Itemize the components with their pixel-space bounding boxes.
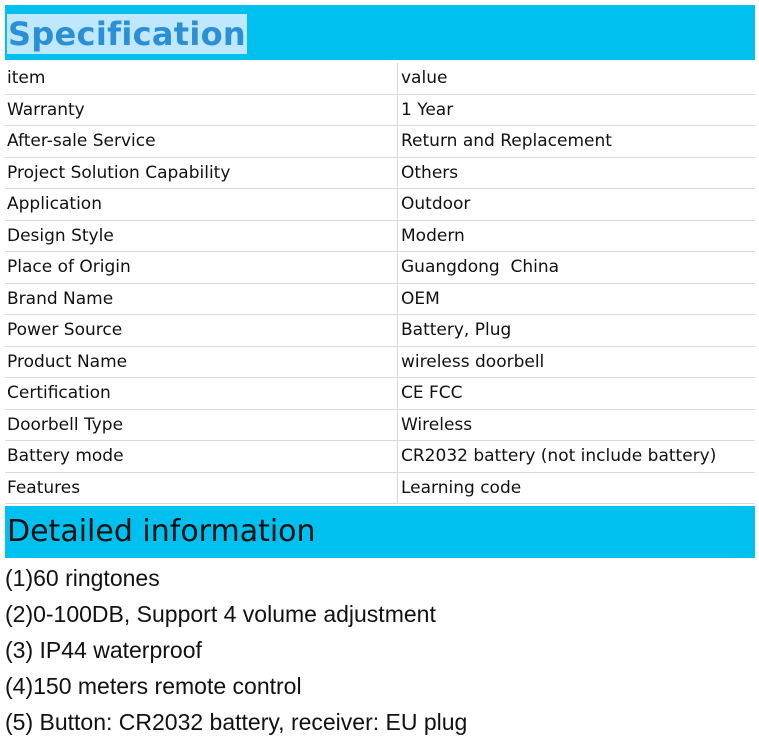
table-cell-value: Guangdong China [398,252,756,284]
table-cell-item: Place of Origin [5,252,398,284]
table-cell-item: item [5,63,398,94]
table-cell-value: wireless doorbell [398,346,756,378]
table-cell-value: Battery, Plug [398,315,756,347]
table-cell-item: Project Solution Capability [5,157,398,189]
table-cell-value: CR2032 battery (not include battery) [398,441,756,473]
table-cell-value: 1 Year [398,94,756,126]
table-row [5,126,755,158]
table-cell-item: After-sale Service [5,126,398,158]
table-cell-value: Return and Replacement [398,126,756,158]
table-cell-item: Certification [5,378,398,410]
table-row [5,409,755,441]
table-cell-value: Others [398,157,756,189]
table-row [5,220,755,252]
table-cell-value: Modern [398,220,756,252]
table-row [5,441,755,473]
list-item: (3) IP44 waterproof [5,637,202,663]
table-cell-item: Product Name [5,346,398,378]
table-cell-value: Wireless [398,409,756,441]
table-cell-item: Features [5,472,398,504]
specification-table [5,63,755,504]
table-row [5,189,755,221]
table-row [5,283,755,315]
table-cell-value: Learning code [398,472,756,504]
detailed-information-title: Detailed information [7,514,316,549]
table-row [5,346,755,378]
table-cell-value: OEM [398,283,756,315]
table-cell-item: Application [5,189,398,221]
table-cell-item: Battery mode [5,441,398,473]
table-cell-item: Power Source [5,315,398,347]
table-cell-item: Doorbell Type [5,409,398,441]
feature-list [5,561,467,741]
table-cell-value: value [398,63,756,94]
table-row [5,63,755,94]
list-item: (5) Button: CR2032 battery, receiver: EU plug [5,709,468,735]
table-cell-value: CE FCC [398,378,756,410]
list-item: (4)150 meters remote control [5,673,302,699]
specification-title: Specification [8,15,246,53]
table-cell-item: Design Style [5,220,398,252]
table-cell-value: Outdoor [398,189,756,221]
table-row [5,252,755,284]
table-row [5,472,755,504]
table-row [5,315,755,347]
detailed-information-header [5,506,755,558]
table-cell-item: Warranty [5,94,398,126]
specification-header [5,5,755,60]
list-item: (1)60 ringtones [5,565,160,591]
table-cell-item: Brand Name [5,283,398,315]
table-row [5,157,755,189]
list-item: (2)0-100DB, Support 4 volume adjustment [5,601,436,627]
table-row [5,378,755,410]
table-row [5,94,755,126]
